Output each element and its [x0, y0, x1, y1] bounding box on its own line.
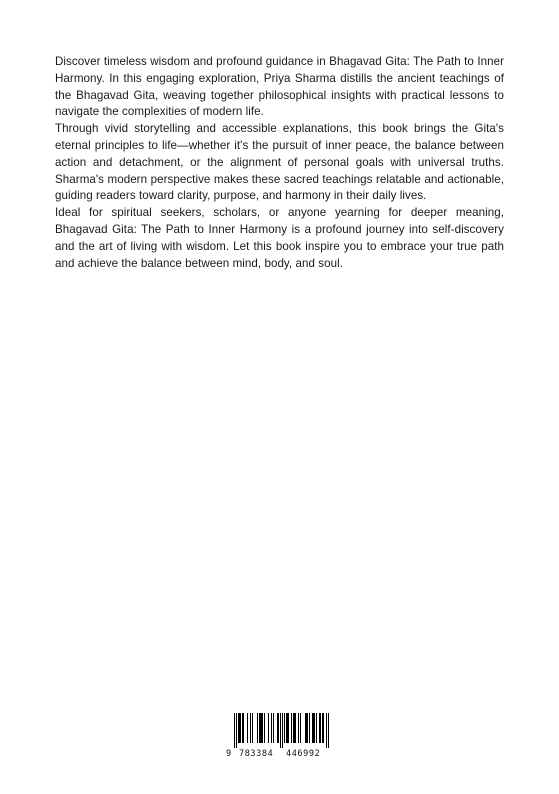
barcode-guard-bar — [280, 713, 281, 748]
barcode-bar — [286, 713, 287, 743]
barcode-bar — [295, 713, 296, 743]
barcode-guard-bar — [234, 713, 235, 748]
barcode-bar — [314, 713, 315, 743]
barcode-bar — [260, 713, 261, 743]
barcode-bar — [262, 713, 263, 743]
barcode-bar — [261, 713, 262, 743]
description-paragraph-3: Ideal for spiritual seekers, scholars, or anyone yearning for deeper meaning, Bhagavad Gita: The Path to Inner Harmony is a profound journey into self-discovery and the art of living with wisdom. Let this book inspire you to embrace your true path and achieve the balance between mind, body, and soul. — [55, 206, 504, 270]
barcode-bar — [278, 713, 279, 743]
barcode-bar — [313, 713, 314, 743]
barcode-bar — [238, 713, 239, 743]
barcode-bar — [239, 713, 240, 743]
barcode-bar — [323, 713, 324, 743]
barcode-bar — [268, 713, 269, 743]
barcode-bar — [298, 713, 299, 743]
description-paragraph-1: Discover timeless wisdom and profound guidance in Bhagavad Gita: The Path to Inner Harmony. In this engaging exploration, Priya Sharma distills the ancient teachings of the Bhagavad Gita, weaving together philosophical insights with practical lessons to navigate the complexities of modern life. — [55, 55, 504, 119]
barcode-bar — [257, 713, 258, 743]
barcode-bar — [306, 713, 307, 743]
barcode-right-digits: 446992 — [286, 749, 321, 759]
barcode-bar — [309, 713, 310, 743]
barcode-guard-bar — [282, 713, 283, 748]
barcode-bar — [259, 713, 260, 743]
barcode-bar — [294, 713, 295, 743]
barcode-bar — [322, 713, 323, 743]
barcode-bar — [287, 713, 288, 743]
barcode-bar — [291, 713, 292, 743]
barcode-bar — [320, 713, 321, 743]
barcode-bar — [312, 713, 313, 743]
barcode-bar — [316, 713, 317, 743]
barcode-bar — [288, 713, 289, 743]
isbn-barcode — [224, 713, 334, 763]
barcode-bar — [273, 713, 274, 743]
barcode-bar — [305, 713, 306, 743]
barcode-bar — [319, 713, 320, 743]
barcode-bar — [293, 713, 294, 743]
barcode-bar — [271, 713, 272, 743]
barcode-bar — [277, 713, 278, 743]
barcode-bar — [243, 713, 244, 743]
barcode-bar — [242, 713, 243, 743]
barcode-guard-bar — [326, 713, 327, 748]
barcode-bar — [247, 713, 248, 743]
barcode-first-digit: 9 — [226, 749, 232, 759]
barcode-bar — [284, 713, 285, 743]
barcode-bar — [240, 713, 241, 743]
barcode-guard-bar — [328, 713, 329, 748]
barcode-bars — [224, 713, 334, 751]
book-description — [55, 54, 504, 272]
barcode-left-digits: 783384 — [239, 749, 274, 759]
barcode-bar — [250, 713, 251, 743]
description-paragraph-2: Through vivid storytelling and accessible explanations, this book brings the Gita's eternal principles to life—whether it's the pursuit of inner peace, the balance between action and detachment, or the alignment of personal goals with universal truths. Sharma's modern perspective makes these sacred teachings relatable and actionable, guiding readers toward clarity, purpose, and harmony in their daily lives. — [55, 122, 504, 203]
barcode-bar — [252, 713, 253, 743]
barcode-bar — [264, 713, 265, 743]
barcode-bar — [307, 713, 308, 743]
barcode-guard-bar — [236, 713, 237, 748]
barcode-bar — [300, 713, 301, 743]
